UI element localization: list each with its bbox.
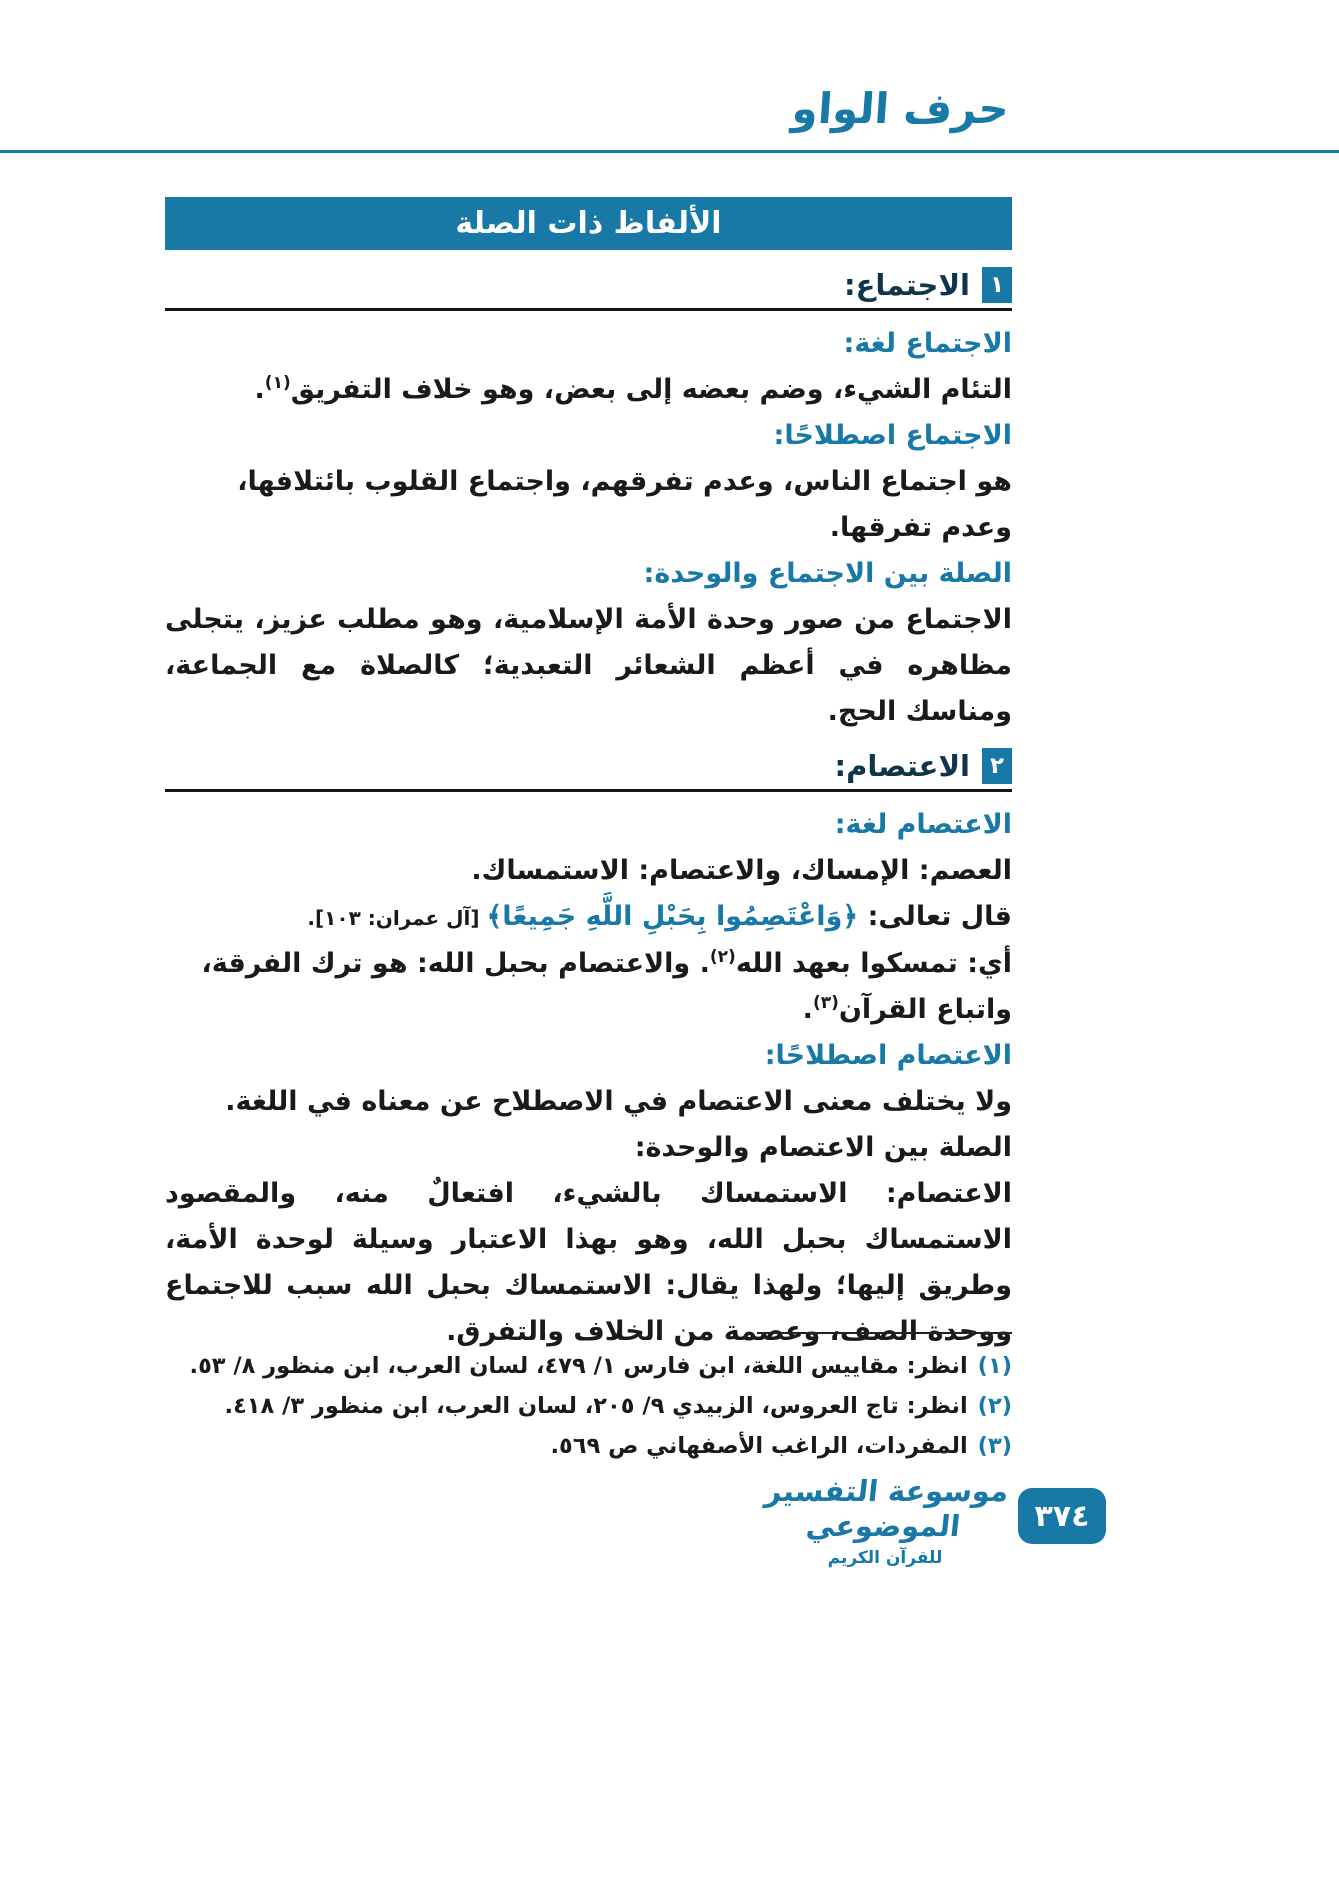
- related-terms-banner: [165, 197, 1012, 250]
- sentence-period: .: [802, 994, 813, 1025]
- verse-intro: قال تعالى:: [858, 901, 1012, 932]
- footnote-text-1: انظر: مقاييس اللغة، ابن فارس ١/ ٤٧٩، لسان العرب، ابن منظور ٨/ ٥٣.: [189, 1353, 968, 1379]
- paragraph-ijtima-terminology: هو اجتماع الناس، وعدم تفرقهم، واجتماع القلوب بائتلافها، وعدم تفرقها.: [237, 466, 1012, 543]
- publisher-logo-sub: للقرآن الكريم: [827, 1547, 943, 1568]
- footnote-marker-3: (٣): [977, 1433, 1012, 1459]
- subheading-itisam-language: الاعتصام لغة:: [834, 809, 1012, 840]
- quran-verse-text: ﴿وَاعْتَصِمُوا بِحَبْلِ اللَّهِ جَمِيعًا﴾: [486, 901, 859, 932]
- section-divider-1: [165, 308, 1012, 311]
- footnote-3: [165, 1426, 1012, 1466]
- paragraph-itisam-terminology: ولا يختلف معنى الاعتصام في الاصطلاح عن معناه في اللغة.: [225, 1086, 1012, 1117]
- section-number-badge-1: ١: [982, 267, 1012, 303]
- section-title-itisam: الاعتصام:: [834, 749, 970, 783]
- footnote-ref-1: (١): [264, 373, 291, 393]
- footnote-text-2: انظر: تاج العروس، الزبيدي ٩/ ٢٠٥، لسان العرب، ابن منظور ٣/ ٤١٨.: [224, 1393, 968, 1419]
- explanation-part-a: أي: تمسكوا بعهد الله: [735, 948, 1012, 979]
- footnote-2: [165, 1386, 1012, 1426]
- paragraph-itisam-relation: الاعتصام: الاستمساك بالشيء، افتعالٌ منه، والمقصود الاستمساك بحبل الله، وهو بهذا الاعتبار وسيلة لوحدة الأمة، وطريق إليها؛ ولهذا يقال: الاستمساك بحبل الله سبب للاجتماع ووحدة الصف، وعصمة من الخلاف والتفرق.: [165, 1178, 1012, 1347]
- subheading-itisam-relation: الصلة بين الاعتصام والوحدة:: [634, 1132, 1012, 1163]
- section-title-ijtima: الاجتماع:: [843, 268, 970, 302]
- publisher-logo-main: موسوعة التفسير الموضوعي: [763, 1474, 1011, 1543]
- content-area: [165, 197, 1012, 1355]
- footnote-marker-2: (٢): [977, 1393, 1012, 1419]
- subheading-ijtima-language: الاجتماع لغة:: [843, 328, 1012, 359]
- section-number-badge-2: ٢: [982, 748, 1012, 784]
- verse-reference: [آل عمران: ١٠٣].: [307, 906, 487, 930]
- paragraph-itisam-language: العصم: الإمساك، والاعتصام: الاستمساك.: [471, 855, 1012, 886]
- subheading-ijtima-terminology: الاجتماع اصطلاحًا:: [773, 420, 1012, 451]
- header-divider: [0, 150, 1339, 153]
- subheading-ijtima-relation: الصلة بين الاجتماع والوحدة:: [643, 558, 1012, 589]
- sentence-period: .: [254, 374, 265, 405]
- section-heading-ijtima: [165, 264, 1012, 306]
- footnote-ref-3: (٣): [812, 993, 839, 1013]
- subheading-itisam-terminology: الاعتصام اصطلاحًا:: [764, 1040, 1012, 1071]
- paragraph-ijtima-language: [165, 367, 1012, 413]
- paragraph-quran-verse: [165, 894, 1012, 941]
- footnote-ref-2: (٢): [709, 947, 736, 967]
- footnotes-area: [165, 1332, 1012, 1466]
- chapter-title: حرف الواو: [790, 84, 1011, 133]
- page-number-value: ٣٧٤: [1034, 1498, 1090, 1534]
- footnote-text-3: المفردات، الراغب الأصفهاني ص ٥٦٩.: [550, 1433, 968, 1459]
- footnote-divider: [757, 1332, 1012, 1334]
- definition-text: التئام الشيء، وضم بعضه إلى بعض، وهو خلاف التفريق: [290, 374, 1012, 405]
- publisher-logo: [750, 1474, 1020, 1568]
- banner-title: الألفاظ ذات الصلة: [455, 206, 722, 241]
- explanation-part-b: . والاعتصام بحبل الله: هو ترك الفرقة، واتباع القرآن: [201, 948, 1012, 1025]
- footnote-marker-1: (١): [977, 1353, 1012, 1379]
- paragraph-ijtima-relation: الاجتماع من صور وحدة الأمة الإسلامية، وهو مطلب عزيز، يتجلى مظاهره في أعظم الشعائر التعبدية؛ كالصلاة مع الجماعة، ومناسك الحج.: [165, 604, 1012, 727]
- section-divider-2: [165, 789, 1012, 792]
- paragraph-verse-explanation: [165, 941, 1012, 1033]
- footnote-1: [165, 1346, 1012, 1386]
- page-number-badge: [1018, 1488, 1106, 1544]
- section-heading-itisam: [165, 745, 1012, 787]
